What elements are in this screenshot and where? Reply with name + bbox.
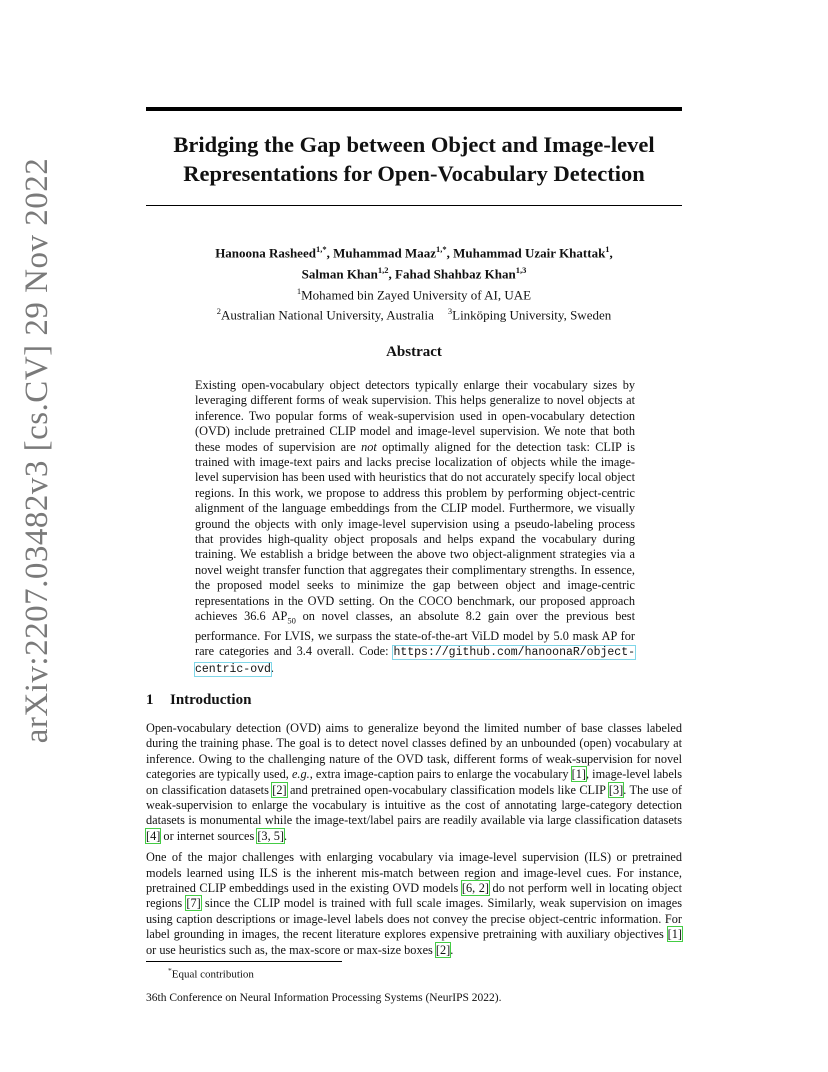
citation-link[interactable]: [1] (571, 767, 586, 782)
code-repository-link[interactable]: https://github.com/hanoonaR/object-centric-ovd (195, 646, 635, 676)
author-name: Salman Khan (301, 266, 378, 282)
footnote-marker: * (168, 966, 172, 975)
paragraph-emphasis: e.g. (291, 767, 310, 782)
footnote-text: Equal contribution (171, 968, 254, 981)
citation-link[interactable]: [3] (608, 782, 624, 797)
author-line-1: Hanoona Rasheed$^{1,*}$, Muhammad Maaz$^{1,*}$, Muhammad Uzair Khattak$^1$, (215, 244, 613, 261)
paragraph-text: One of the major challenges with enlarging vocabulary via image-level supervision (ILS) or pretrained models learned using ILS is the inherent mis-match between region and image-level cues. For instance, pretrained CLIP embeddings used in the existing OVD models (146, 850, 682, 896)
paragraph-text: . The use of weak-supervision to enlarge the vocabulary is intuitive as the cost of annotating large-category detection datasets is monumental while the image-text/label pairs are readily available via large classification datasets (146, 782, 682, 828)
paper-title (146, 130, 682, 188)
affiliation-name: Mohamed bin Zayed University of AI, UAE (301, 286, 532, 302)
paragraph-text: , image-level labels on classification datasets (146, 767, 682, 797)
abstract-text (195, 378, 635, 677)
citation-link[interactable]: [3, 5] (257, 828, 284, 843)
affiliation-name: Linköping University, Sweden (452, 307, 612, 323)
citation-link[interactable]: [6, 2] (461, 881, 489, 896)
title-bottom-rule (146, 205, 682, 206)
author-affiliation-marker: 1,* (436, 244, 447, 254)
intro-paragraph-2 (146, 850, 682, 958)
arxiv-identifier-text: arXiv:2207.03482v3 [cs.CV] 29 Nov 2022 (19, 157, 56, 743)
affiliation-marker: 1 (296, 285, 302, 296)
affiliation-marker: 3 (447, 306, 453, 317)
abstract-text-segment: optimally aligned for the detection task: CLIP is trained with image-text pairs and lacks precise localization of objects while the image-level supervision has been used with heuristics that do not accurately specify local object regions. In this work, we propose to address this problem by performing object-centric alignment of the language embeddings from the CLIP model. Furthermore, we visually ground the objects with only image-level supervision using a pseudo-labeling process that provides high-quality object proposals and helps expand the vocabulary during training. We establish a bridge between the above two object-alignment strategies via a novel weight transfer function that aggregates their complimentary strengths. In essence, the proposed model seeks to minimize the gap between object and image-centric representations in the OVD setting. On the COCO benchmark, our proposed approach achieves 36.6 AP (195, 439, 635, 624)
introduction-body (146, 721, 682, 964)
abstract-text-segment: on novel classes, an absolute 8.2 gain over the previous best performance. For LVIS, we surpass the state-of-the-art ViLD model by 5.0 mask AP for rare categories and 3.4 overall. Code: (195, 609, 635, 659)
author-affiliation-marker: 1 (605, 244, 610, 254)
paragraph-text: Open-vocabulary detection (OVD) aims to generalize beyond the limited number of base classes labeled during the training phase. The goal is to detect novel classes defined by an unbounded (open) vocabulary at inference. Owing to the challenging nature of the OVD task, different forms of weak-supervision for novel categories are typically used, (146, 721, 682, 782)
conference-notice: 36th Conference on Neural Information Processing Systems (NeurIPS 2022). (146, 992, 502, 1004)
author-affiliation-marker: 1,2 (377, 264, 389, 275)
paragraph-text: do not perform well in locating object regions (146, 881, 682, 911)
abstract-heading: Abstract (386, 344, 442, 360)
section-number: 1 (146, 692, 154, 708)
author-block (146, 241, 682, 324)
abstract-emphasis: not (361, 439, 377, 454)
footnote-rule (146, 961, 342, 962)
paragraph-text: since the CLIP model is trained with full scale images. Similarly, weak supervision on images using caption descriptions or image-level labels does not convey the precise object-centric information. For label grounding in images, the recent literature explores expensive pretraining with auxiliary objectives (146, 896, 682, 942)
section-title: Introduction (170, 692, 252, 708)
intro-paragraph-1 (146, 721, 682, 844)
arxiv-identifier-stamp (20, 120, 56, 780)
paragraph-text: or internet sources (160, 828, 258, 843)
citation-link[interactable]: [2] (272, 782, 287, 797)
author-name: Hanoona Rasheed (215, 245, 316, 261)
title-top-rule (146, 107, 682, 111)
affiliation-name: Australian National University, Australia (220, 307, 434, 323)
abstract-text-segment: . (270, 660, 274, 675)
affiliation-line-2 (146, 303, 682, 324)
author-line-2: Salman Khan$^{1,2}$, Fahad Shahbaz Khan$^{1,3}$ (301, 264, 527, 282)
affiliation-line-1 (146, 283, 682, 304)
ap-subscript: 50 (287, 615, 296, 626)
paragraph-text: or use heuristics such as, the max-score or max-size boxes (146, 942, 436, 957)
paragraph-text: . (283, 828, 288, 843)
affiliation-marker: 2 (216, 306, 221, 317)
title-line-1: Bridging the Gap between Object and Image-level (173, 132, 655, 157)
citation-link[interactable]: [2] (435, 942, 451, 957)
abstract-text-segment: Existing open-vocabulary object detectors typically enlarge their vocabulary sizes by leveraging different forms of weak supervision. This helps generalize to novel objects at inference. Two popular forms of weak-supervision used in open-vocabulary detection (OVD) include pretrained CLIP model and image-level supervision. We note that both these modes of supervision are (195, 378, 635, 454)
author-affiliation-marker: 1,* (315, 244, 327, 254)
author-affiliation-marker: 1,3 (515, 264, 527, 275)
citation-link[interactable]: [4] (146, 828, 161, 843)
paragraph-text: , extra image-caption pairs to enlarge the vocabulary (309, 767, 572, 782)
citation-link[interactable]: [7] (186, 896, 201, 911)
footnote (168, 966, 254, 981)
title-line-2: Representations for Open-Vocabulary Detection (183, 161, 645, 186)
author-name: Muhammad Maaz (333, 245, 437, 261)
paragraph-text: . (450, 942, 454, 957)
author-name: Fahad Shahbaz Khan (395, 266, 516, 282)
paragraph-text: and pretrained open-vocabulary classification models like CLIP (286, 782, 609, 797)
citation-link[interactable]: [1] (667, 927, 682, 942)
section-heading-introduction (146, 692, 251, 709)
author-name: Muhammad Uzair Khattak (453, 245, 606, 261)
